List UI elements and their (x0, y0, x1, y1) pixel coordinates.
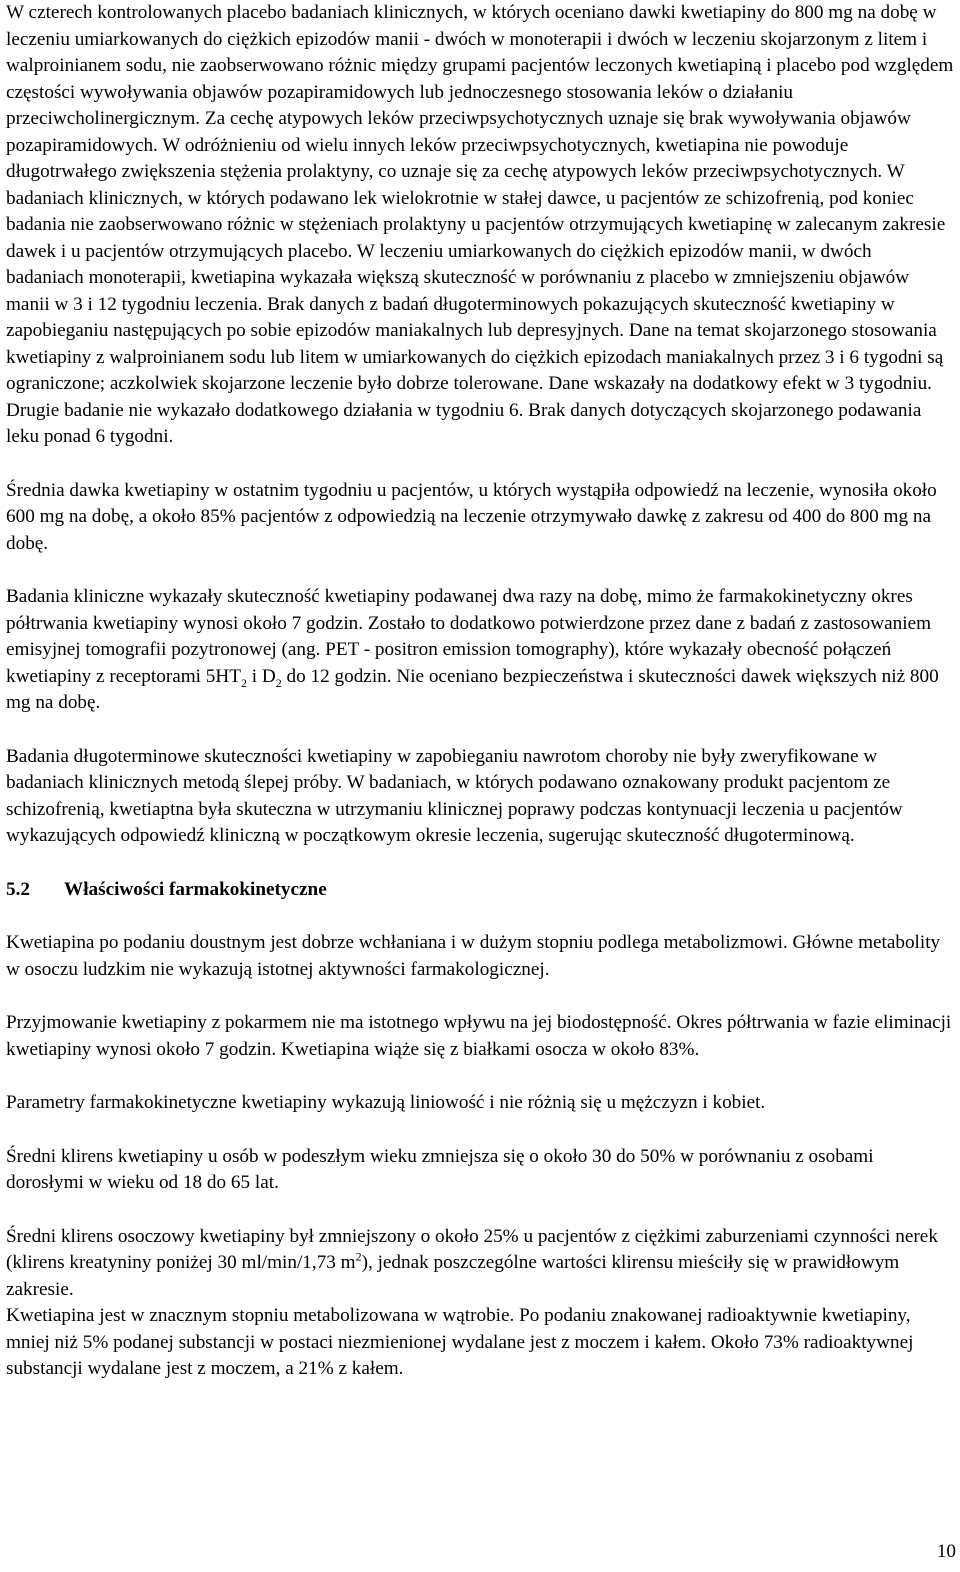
document-page (6, 0, 954, 1383)
paragraph-absorption: Kwetiapina po podaniu doustnym jest dobrze wchłaniana i w dużym stopniu podlega metabolizmowi. Główne metabolity w osoczu ludzkim nie wykazują istotnej aktywności farmakologicznej. (6, 932, 941, 980)
subscript-5ht2: 2 (240, 675, 247, 690)
renal-text-a: Średni klirens osoczowy kwetiapiny był zmniejszony o około 25% u pacjentów z ciężkimi zaburzeniami czynności nerek (klirens kreatyniny poniżej 30 ml/min/1,73 m (6, 1225, 938, 1273)
paragraph-metabolism: Kwetiapina jest w znacznym stopniu metabolizowana w wątrobie. Po podaniu znakowanej radioaktywnie kwetiapiny, mniej niż 5% podanej substancji w postaci niezmienionej wydalane jest z moczem i kałem. Około 73% radioaktywnej substancji wydalane jest z moczem, a 21% z kałem. (6, 1305, 914, 1379)
superscript-m2: 2 (355, 1249, 362, 1264)
paragraph-pet-study (6, 584, 954, 717)
subscript-d2: 2 (275, 675, 282, 690)
section-heading (6, 877, 954, 904)
section-title: Właściwości farmakokinetyczne (64, 878, 327, 900)
pet-text-a: Badania kliniczne wykazały skuteczność kwetiapiny podawanej dwa razy na dobę, mimo że farmakokinetyczny okres półtrwania kwetiapiny wynosi około 7 godzin. Zostało to dodatkowo potwierdzone przez dane z badań z zastosowaniem emisyjnej tomografii pozytronowej (ang. PET - positron emission tomography), które wykazały obecność połączeń kwetiapiny z receptorami 5HT (6, 586, 932, 687)
renal-text-b: ), jednak poszczególne wartości klirensu mieściły się w prawidłowym zakresie. (6, 1252, 900, 1300)
paragraph-linearity: Parametry farmakokinetyczne kwetiapiny wykazują liniowość i nie różnią się u mężczyzn i kobiet. (6, 1092, 766, 1113)
paragraph-elderly: Średni klirens kwetiapiny u osób w podeszłym wieku zmniejsza się o około 30 do 50% w porównaniu z osobami dorosłymi w wieku od 18 do 65 lat. (6, 1145, 874, 1193)
paragraph-mean-dose: Średnia dawka kwetiapiny w ostatnim tygodniu u pacjentów, u których wystąpiła odpowiedź na leczenie, wynosiła około 600 mg na dobę, a około 85% pacjentów z odpowiedzią na leczenie otrzymywało dawkę z zakresu od 400 do 800 mg na dobę. (6, 479, 937, 554)
section-number: 5.2 (6, 878, 30, 900)
page-number: 10 (936, 1541, 956, 1562)
paragraph-food-effect: Przyjmowanie kwetiapiny z pokarmem nie ma istotnego wpływu na jej biodostępność. Okres półtrwania w fazie eliminacji kwetiapiny wynosi około 7 godzin. Kwetiapina wiąże się z białkami osocza w około 83%. (6, 1012, 952, 1060)
paragraph-long-term: Badania długoterminowe skuteczności kwetiapiny w zapobieganiu nawrotom choroby nie były zweryfikowane w badaniach klinicznych metodą ślepej próby. W badaniach, w których podawano oznakowany produkt pacjentom ze schizofrenią, kwetiaptna była skuteczna w utrzymaniu klinicznej poprawy podczas kontynuacji leczenia u pacjentów wykazujących odpowiedź kliniczną w początkowym okresie leczenia, sugerując skuteczność długoterminową. (6, 745, 903, 846)
paragraph-clinical-trials: W czterech kontrolowanych placebo badaniach klinicznych, w których oceniano dawki kwetiapiny do 800 mg na dobę w leczeniu umiarkowanych do ciężkich epizodów manii - dwóch w monoterapii i dwóch w leczeniu skojarzonym z litem i walproinianem sodu, nie zaobserwowano różnic między grupami pacjentów leczonych kwetiapiną i placebo pod względem częstości wywoływania objawów pozapiramidowych lub jednoczesnego stosowania leków o działaniu przeciwcholinergicznym. Za cechę atypowych leków przeciwpsychotycznych uznaje się brak wywoływania objawów pozapiramidowych. W odróżnieniu od wielu innych leków przeciwpsychotycznych, kwetiapina nie powoduje długotrwałego zwiększenia stężenia prolaktyny, co uznaje się za cechę atypowych leków przeciwpsychotycznych. W badaniach klinicznych, w których podawano lek wielokrotnie w stałej dawce, u pacjentów ze schizofrenią, pod koniec badania nie zaobserwowano różnic w stężeniach prolaktyny u pacjentów otrzymujących kwetiapinę w zalecanym zakresie dawek i u pacjentów otrzymujących placebo. W leczeniu umiarkowanych do ciężkich epizodów manii, w dwóch badaniach monoterapii, kwetiapina wykazała większą skuteczność w porównaniu z placebo w zmniejszeniu objawów manii w 3 i 12 tygodniu leczenia. Brak danych z badań długoterminowych pokazujących skuteczność kwetiapiny w zapobieganiu następujących po sobie epizodów maniakalnych lub depresyjnych. Dane na temat skojarzonego stosowania kwetiapiny z walproinianem sodu lub litem w umiarkowanych do ciężkich epizodach maniakalnych przez 3 i 6 tygodni są ograniczone; aczkolwiek skojarzone leczenie było dobrze tolerowane. Dane wskazały na dodatkowy efekt w 3 tygodniu. Drugie badanie nie wykazało dodatkowego działania w tygodniu 6. Brak danych dotyczących skojarzonego podawania leku ponad 6 tygodni. (6, 2, 954, 447)
pet-text-c: do 12 godzin. Nie oceniano bezpieczeństwa i skuteczności dawek większych niż 800 mg na dobę. (6, 665, 939, 713)
paragraph-renal (6, 1224, 954, 1304)
pet-text-b: i D (246, 665, 276, 687)
